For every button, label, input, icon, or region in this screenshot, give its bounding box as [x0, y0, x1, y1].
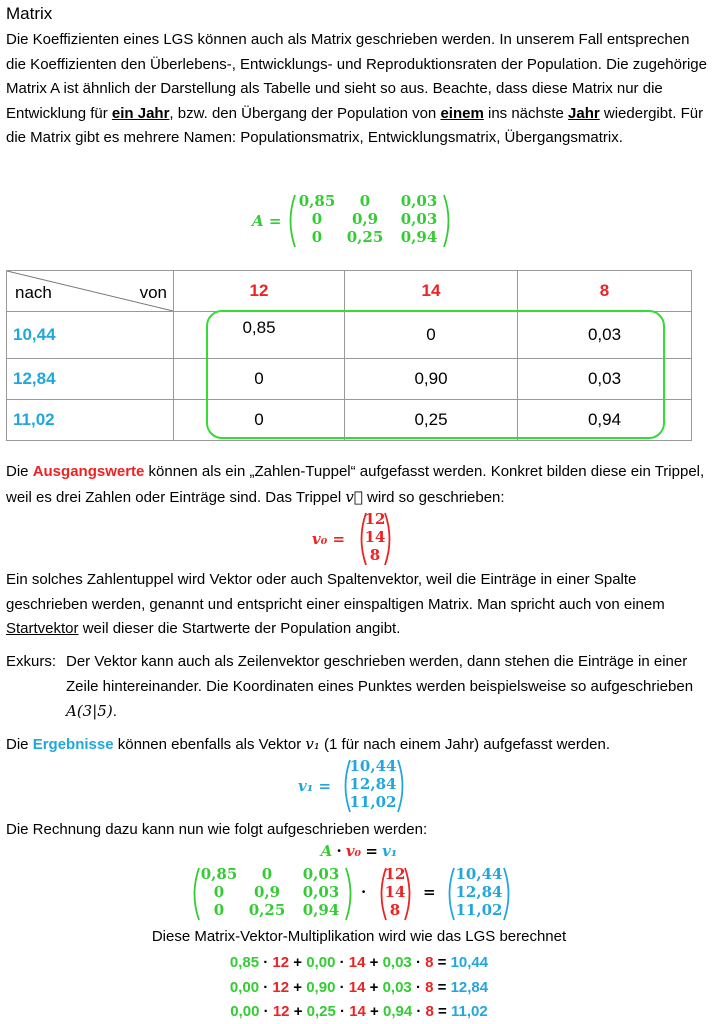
eq-dot: ·: [336, 842, 342, 860]
ausgang-paragraph: [6, 460, 712, 510]
exkurs-label: Exkurs:: [6, 653, 57, 670]
op-eq: =: [437, 979, 447, 996]
sum-coef: 0,94: [382, 1003, 413, 1020]
eq-a: A: [320, 842, 333, 860]
page-title: Matrix: [6, 4, 53, 23]
mult-v0-entry: 8: [389, 901, 401, 919]
op-times: ·: [263, 979, 269, 996]
rechnung-text: Die Rechnung dazu kann nun wie folgt aufgeschrieben werden:: [6, 821, 428, 838]
intro-bold-ein-jahr: ein Jahr: [111, 104, 170, 122]
exkurs-text: [66, 650, 712, 725]
v0-vector: [364, 511, 386, 567]
sum-coef: 0,90: [306, 979, 336, 996]
sum-start: 8: [425, 954, 434, 971]
caption: Diese Matrix-Vektor-Multiplikation wird wie das LGS berechnet: [151, 928, 567, 945]
mult-matrix-cell: 0,03: [302, 865, 340, 883]
exkurs-point: A(3|5): [66, 702, 113, 720]
sum-line-3: [0, 1001, 718, 1023]
mult-dot: ·: [361, 883, 367, 901]
exkurs-end: .: [112, 703, 117, 720]
op-times: ·: [263, 1003, 269, 1020]
intro-text-4: wiedergibt. Für die Matrix gibt es mehrere Namen: Populationsmatrix, Entwicklungsmatrix, Übergangsmatrix.: [6, 104, 704, 146]
mult-matrix-cell: 0,85: [200, 865, 238, 883]
table-cell: 0,03: [518, 359, 692, 400]
table-header-row: [7, 271, 692, 312]
intro-text-1: Die Koeffizienten eines LGS können auch als Matrix geschrieben werden. In unserem Fall entsprechen die Koeffizienten den Überlebens-, Entwicklungs- und Reproduktionsraten der Population. Die zugehörige Matrix A ist ähnlich der Darstellung als Tabelle und sieht so aus. Beachte, dass diese Matrix nur die Entwicklung für: [6, 31, 707, 122]
sum-start: 12: [272, 1003, 290, 1020]
vector-v-symbol: v⃗: [345, 487, 363, 506]
corner-nach: nach: [15, 283, 52, 302]
mult-v1-entry: 12,84: [455, 883, 503, 901]
mult-v0-entry: 12: [384, 865, 406, 883]
sum-line-1: [0, 952, 718, 974]
table-corner-cell: [7, 271, 174, 312]
op-plus: +: [369, 979, 379, 996]
op-times: ·: [263, 954, 269, 971]
intro-text-3: ins nächste: [483, 104, 569, 122]
ergebnis-paragraph: [6, 732, 712, 758]
v1-entry: 12,84: [349, 775, 397, 793]
sum-start: 14: [348, 979, 366, 996]
mult-matrix: [198, 866, 346, 922]
ausgang-red-word: Ausgangswerte: [32, 463, 145, 480]
table-cell: 0,94: [518, 400, 692, 441]
ergebnis-text-1: Die: [6, 736, 33, 753]
equation-line: [0, 842, 718, 860]
matrix-a-cell: 0,9: [351, 210, 379, 228]
vector-v1-symbol: v₁: [305, 735, 320, 753]
vektor-paragraph: [6, 568, 712, 642]
matrix-a-label: A =: [252, 212, 282, 230]
mult-matrix-cell: 0: [213, 883, 225, 901]
v1-label: v₁ =: [298, 777, 332, 795]
sum-coef: 0,85: [229, 954, 260, 971]
mult-matrix-cell: 0,25: [248, 901, 286, 919]
v0-label: v₀ =: [312, 530, 346, 548]
col-header: 8: [518, 271, 692, 312]
matrix-highlight-box: [206, 310, 665, 439]
op-times: ·: [339, 954, 345, 971]
table-cell: 0,25: [345, 400, 518, 441]
vektor-text-2: weil dieser die Startwerte der Population angibt.: [78, 620, 401, 637]
table-cell: 0,85: [174, 312, 345, 359]
matrix-a-cell: 0,94: [400, 228, 438, 246]
v0-entry: 8: [369, 546, 381, 564]
eq-equals: =: [365, 842, 378, 860]
table-cell: 0: [174, 400, 345, 441]
sum-start: 12: [272, 979, 290, 996]
op-times: ·: [339, 979, 345, 996]
intro-bold-einem: einem: [440, 104, 484, 122]
sum-start: 12: [272, 954, 290, 971]
ergebnis-text-2: können ebenfalls als Vektor: [113, 736, 306, 753]
op-times: ·: [415, 979, 421, 996]
mult-matrix-cell: 0,03: [302, 883, 340, 901]
op-times: ·: [415, 954, 421, 971]
sum-line-2: [0, 977, 718, 999]
sum-coef: 0,25: [306, 1003, 336, 1020]
eq-v0: v₀: [345, 842, 362, 860]
mult-matrix-right-paren: [344, 866, 356, 922]
v1-entry: 11,02: [349, 793, 397, 811]
v1-entry: 10,44: [349, 757, 397, 775]
sum-coef: 0,00: [230, 1003, 260, 1020]
sum-result: 10,44: [450, 954, 489, 971]
mult-matrix-cell: 0,94: [302, 901, 340, 919]
v0-entry: 14: [364, 528, 386, 546]
sum-result: 11,02: [450, 1003, 488, 1020]
mult-v1-entry: 10,44: [455, 865, 503, 883]
ergebnis-text-3: (1 für nach einem Jahr) aufgefasst werden.: [319, 736, 611, 753]
sum-coef: 0,00: [229, 979, 260, 996]
col-header: 12: [174, 271, 345, 312]
mult-v0-right-paren: [403, 866, 415, 922]
op-plus: +: [293, 1003, 303, 1020]
mult-matrix-cell: 0: [261, 865, 273, 883]
mult-v0-entry: 14: [384, 883, 406, 901]
matrix-a-cell: 0,03: [400, 192, 438, 210]
op-plus: +: [369, 954, 379, 971]
mult-matrix-cell: 0: [213, 901, 225, 919]
sum-start: 14: [348, 954, 366, 971]
sum-coef: 0,03: [382, 979, 412, 996]
intro-text-2: , bzw. den Übergang der Population von: [169, 104, 441, 122]
ausgang-text-3: wird so geschrieben:: [362, 488, 505, 506]
matrix-a-cell: 0,03: [400, 210, 438, 228]
ausgang-text-2: können als ein „Zahlen-Tuppel“ aufgefasst werden. Konkret bilden diese ein Trippel, weil es drei Zahlen oder Einträge sind. Das Trippel: [6, 463, 705, 506]
sum-start: 14: [349, 1003, 366, 1020]
sum-coef: 0,03: [382, 954, 412, 971]
corner-von: von: [139, 283, 167, 302]
table-cell: 0: [345, 312, 518, 359]
exkurs-body: Der Vektor kann auch als Zeilenvektor geschrieben werden, dann stehen die Einträge in einer Zeile hintereinander. Die Koordinaten eines Punktes werden beispielsweise so aufgeschrieben: [66, 653, 694, 695]
matrix-a: [296, 193, 444, 249]
mult-equals: =: [423, 883, 436, 901]
op-times: ·: [416, 1003, 422, 1020]
sum-start: 8: [425, 1003, 434, 1020]
op-plus: +: [370, 1003, 379, 1020]
op-eq: =: [437, 954, 447, 971]
matrix-a-cell: 0,85: [298, 192, 336, 210]
mult-v1: [453, 866, 505, 922]
ergebnis-blue-word: Ergebnisse: [32, 736, 114, 753]
startvektor-word: Startvektor: [6, 620, 79, 637]
mult-v1-right-paren: [502, 866, 514, 922]
op-plus: +: [293, 979, 303, 996]
v1-vector: [348, 758, 398, 814]
table-cell: 0,90: [345, 359, 518, 400]
matrix-a-cell: 0,25: [346, 228, 384, 246]
table-cell: 0: [174, 359, 345, 400]
matrix-a-cell: 0: [311, 210, 323, 228]
vektor-text-1: Ein solches Zahlentuppel wird Vektor oder auch Spaltenvektor, weil die Einträge in einer Spalte geschrieben werden, genannt und entspricht einer einspaltigen Matrix. Man spricht auch von einem: [6, 571, 665, 613]
intro-paragraph: [6, 28, 712, 151]
mult-matrix-cell: 0,9: [253, 883, 281, 901]
op-plus: +: [293, 954, 303, 971]
sum-result: 12,84: [450, 979, 489, 996]
sum-coef: 0,00: [306, 954, 336, 971]
sum-start: 8: [425, 979, 434, 996]
row-header: 10,44: [7, 312, 174, 359]
matrix-a-cell: 0: [359, 192, 371, 210]
intro-bold-jahr: Jahr: [568, 104, 600, 122]
table-cell: 0,03: [518, 312, 692, 359]
ausgang-text-1: Die: [6, 463, 33, 480]
col-header: 14: [345, 271, 518, 312]
row-header: 11,02: [7, 400, 174, 441]
matrix-a-cell: 0: [311, 228, 323, 246]
mult-v1-entry: 11,02: [455, 901, 503, 919]
row-header: 12,84: [7, 359, 174, 400]
op-eq: =: [438, 1003, 447, 1020]
v0-entry: 12: [364, 510, 386, 528]
op-times: ·: [340, 1003, 346, 1020]
eq-v1: v₁: [382, 842, 398, 860]
